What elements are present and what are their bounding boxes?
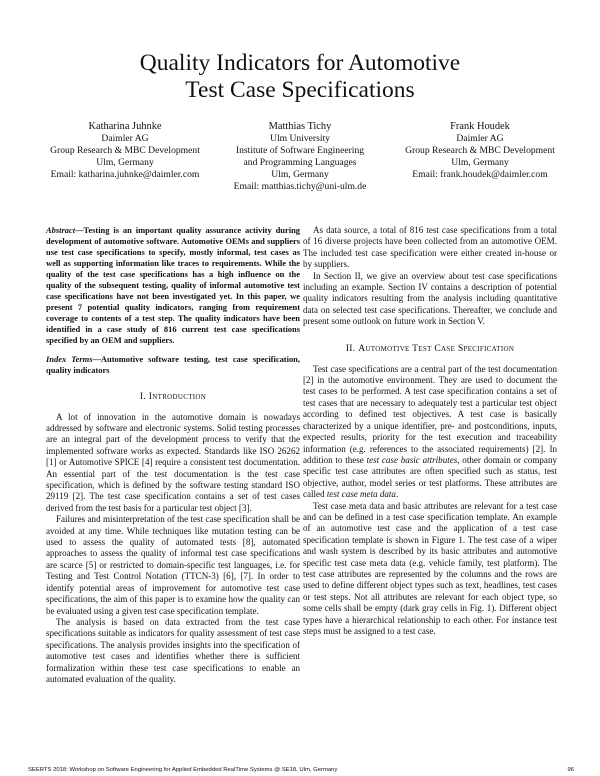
footer-venue: SEERTS 2018: Workshop on Software Engineering for Applied Embedded RealTime Systems @ SE18, Ulm, Germany: [28, 767, 338, 773]
index-terms-label: Index Terms: [46, 353, 93, 364]
author-1: [25, 120, 225, 181]
right-column: [303, 225, 557, 637]
text-run: , other domain or company specific test case attributes are often specified such as status, test objective, author, model series or test platforms. These attributes are called: [303, 454, 557, 500]
section-title: Automotive Test Case Specification: [358, 342, 515, 354]
author-location: Ulm, Germany: [451, 157, 509, 169]
author-email: Email: katharina.juhnke@daimler.com: [50, 169, 200, 181]
section-number: I.: [139, 390, 147, 402]
author-3: [380, 120, 580, 181]
index-terms-dash: —: [92, 353, 101, 364]
author-affiliation: Daimler AG: [456, 133, 504, 144]
section-title: Introduction: [148, 390, 207, 402]
author-name: Frank Houdek: [450, 121, 510, 132]
section-number: II.: [345, 342, 356, 354]
author-department-cont: and Programming Languages: [243, 157, 357, 169]
abstract-text: Testing is an important quality assurance activity during development of automotive software. Automotive OEMs and suppliers use test case specifications to specify, mostly informal, test cases as well as supporting information like traces to requirements. While the quality of the test case specifications has a high influence on the quality of the subsequent testing, quality of informal automotive test case specifications have not been investigated yet. In this paper, we present 7 potential quality indicators, ranging from requirement coverage to contents of a test step. The quality indicators have been identified in a case study of 816 current test case specifications specified by an OEM and suppliers.: [46, 225, 300, 346]
author-2: [215, 120, 385, 193]
paper-title: [0, 50, 600, 104]
author-affiliation: Daimler AG: [101, 133, 149, 144]
author-location: Ulm, Germany: [271, 169, 329, 181]
author-name: Katharina Juhnke: [88, 121, 162, 132]
author-email: Email: matthias.tichy@uni-ulm.de: [233, 181, 367, 193]
text-run: .: [395, 489, 399, 500]
abstract-dash: —: [75, 225, 84, 235]
section2-paragraph-1: [303, 364, 557, 501]
title-line-2: Test Case Specifications: [185, 77, 415, 103]
title-line-1: Quality Indicators for Automotive: [139, 50, 461, 76]
section-heading-automotive-tcs: [303, 343, 557, 355]
index-terms: [46, 354, 300, 376]
author-location: Ulm, Germany: [96, 157, 154, 169]
author-department: Institute of Software Engineering: [235, 145, 365, 157]
intro-paragraph-5: In Section II, we give an overview about test case specifications including an example. Section IV contains a description of potential quality indicators resulting from the analysis including quantitative data on selected test case specifications. Thereafter, we conclude and present some outlook on future work in Section V.: [303, 270, 557, 327]
author-department: Group Research & MBC Development: [50, 145, 200, 157]
term-basic-attributes: test case basic attributes: [366, 454, 458, 465]
term-meta-data: test case meta data: [326, 489, 396, 500]
page-number: 96: [567, 767, 574, 773]
author-name: Matthias Tichy: [268, 121, 332, 132]
abstract: [46, 225, 300, 347]
section2-paragraph-2: Test case meta data and basic attributes are relevant for a test case and can be defined in a test case specification template. An example of an automotive test case and the application of a test case specification template is shown in Figure 1. The test case of a wiper and wash system is described by its basic attributes and automotive specific test case meta data (e.g. vehicle family, test platform). The test case attributes are represented by the columns and the rows are used to define different object types such as text, headlines, test cases or test steps. Not all attributes are relevant for each object type, so some cells shall be empty (dark gray cells in Fig. 1). Different object types have a hierarchical relationship to each other. For instance test steps must be assigned to a test case.: [303, 500, 557, 636]
intro-paragraph-2: Failures and misinterpretation of the test case specification shall be avoided at any time. While techniques like mutation testing can be used to assess the quality of automated tests [8], automated approaches to assess the quality of informal test case specifications are scarce [5] or restricted to domain-specific test languages, i.e. for Testing and Test Control Notation (TTCN-3) [6], [7]. In order to identify potential areas of improvement for automotive test case specifications, the aim of this paper is to examine how the quality can be evaluated using a given test case specification template.: [46, 514, 300, 616]
intro-paragraph-4: As data source, a total of 816 test case specifications from a total of 16 diverse projects have been collected from an automotive OEM. The included test case specification were either created in-house or by suppliers.: [303, 225, 557, 270]
index-terms-text: Automotive software testing, test case specification, quality indicators: [46, 353, 300, 375]
author-department: Group Research & MBC Development: [405, 145, 555, 157]
intro-paragraph-1: A lot of innovation in the automotive domain is nowadays addressed by software and electronic systems. Solid testing processes are an integral part of the development process to verify that the implemented software works as expected. Standards like ISO 26262 [1] or Automotive SPICE [4] require a consistent test documentation. An essential part of the test documentation is the test case specification, which is defined by the software testing standard ISO 29119 [2]. The test case specification contains a set of test cases derived from the test basis for a particular test object [3].: [46, 411, 300, 513]
left-column: [46, 225, 300, 685]
author-email: Email: frank.houdek@daimler.com: [412, 169, 548, 181]
abstract-label: Abstract: [46, 225, 76, 235]
text-run: Test case specifications are a central part of the test documentation [2] in the automotive environment. They are used to document the test cases to be performed. A test case specification contains a set of test cases that are necessary to adequately test a particular test object according to defined test objectives. A test case is basically characterized by a unique identifier, pre- and postconditions, inputs, expected results, priority for the test execution and traceability information (e.g. references to the associated requirements) [2]. In addition to these: [303, 363, 557, 465]
author-affiliation: Ulm University: [270, 133, 330, 144]
intro-paragraph-3: The analysis is based on data extracted from the test case specifications suitable as indicators for quality assessment of test case specifications. The analysis provides insights into the specification of automotive test cases and identifies whether there is sufficient formalization within these test case specifications to enable an automated evaluation of the quality.: [46, 616, 300, 684]
section-heading-introduction: [46, 391, 300, 403]
